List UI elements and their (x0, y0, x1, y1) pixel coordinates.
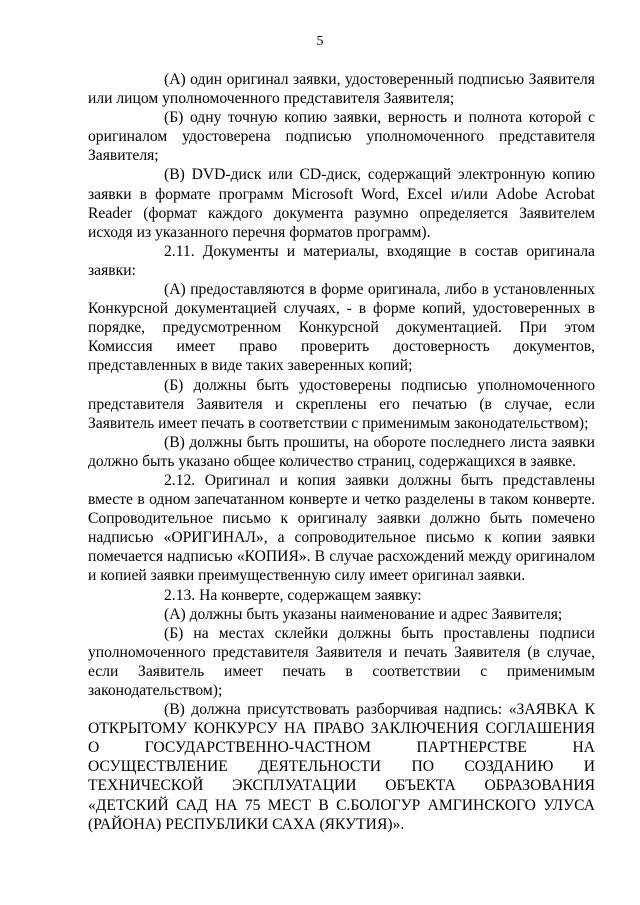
paragraph (88, 280, 595, 375)
section-heading (88, 242, 595, 280)
page-number: 5 (316, 34, 324, 49)
document-body (88, 70, 595, 834)
item-marker: (Б) (164, 376, 184, 394)
paragraph-text: DVD-диск или CD-диск, содержащий электронную копию заявки в формате программ Microsoft Word, Excel и/или Adobe Acrobat Reader (формат каждого документа разумно определяется Заявителем исходя из указанного перечня форматов программ). (88, 166, 596, 241)
section-number: 2.12. (164, 471, 196, 489)
paragraph-text: На конверте, содержащем заявку: (199, 586, 422, 604)
paragraph-text: Документы и материалы, входящие в состав оригинала заявки: (88, 242, 595, 279)
item-marker: (В) (164, 433, 185, 451)
section-number: 2.13. (164, 586, 196, 604)
item-marker: (Б) (164, 624, 184, 642)
paragraph-text: на местах склейки должны быть проставлены подписи уполномоченного представителя Заявителя и печать Заявителя (в случае, если Заявитель имеет печать в соответствии с применимым законодательством); (88, 624, 595, 699)
paragraph-text: должны быть указаны наименование и адрес Заявителя; (189, 605, 563, 623)
paragraph (88, 624, 595, 700)
item-marker: (В) (164, 701, 185, 719)
paragraph-text: должны быть удостоверены подписью уполномоченного представителя Заявителя и скреплены его печатью (в случае, если Заявитель имеет печать в соответствии с применимым законодательством); (88, 376, 595, 432)
paragraph (88, 376, 595, 433)
item-marker: (А) (164, 281, 186, 299)
paragraph-text: предоставляются в форме оригинала, либо в установленных Конкурсной документацией случаях, - в форме копий, удостоверенных в порядке, предусмотренном Конкурсной документацией. При этом Комиссия имеет право проверить достоверность документов, представленных в виде таких заверенных копий; (88, 281, 596, 375)
paragraph (88, 700, 595, 834)
item-marker: (А) (164, 605, 186, 623)
item-marker: (В) (164, 166, 185, 184)
paragraph-text: один оригинал заявки, удостоверенный подписью Заявителя или лицом уполномоченного представителя Заявителя; (88, 71, 595, 108)
paragraph (88, 108, 595, 165)
item-marker: (А) (164, 71, 186, 88)
paragraph-text: Оригинал и копия заявки должны быть представлены вместе в одном запечатанном конверте и четко разделены в таком конверте. Сопроводительное письмо к оригиналу заявки должно быть помечено надписью «ОРИГИНАЛ», а сопроводительное письмо к копии заявки помечается надписью «КОПИЯ». В случае расхождений между оригиналом и копией заявки преимущественную силу имеет оригинал заявки. (88, 471, 595, 585)
section-number: 2.11. (164, 242, 195, 260)
paragraph (88, 165, 595, 241)
paragraph-text: должны быть прошиты, на обороте последнего листа заявки должно быть указано общее количество страниц, содержащихся в заявке. (88, 433, 595, 470)
paragraph-text: должна присутствовать разборчивая надпись: «ЗАЯВКА К ОТКРЫТОМУ КОНКУРСУ НА ПРАВО ЗАКЛЮЧЕНИЯ СОГЛАШЕНИЯ О ГОСУДАРСТВЕННО-ЧАСТНОМ ПАРТНЕРСТВЕ НА ОСУЩЕСТВЛЕНИЕ ДЕЯТЕЛЬНОСТИ ПО СОЗДАНИЮ И ТЕХНИЧЕСКОЙ ЭКСПЛУАТАЦИИ ОБЪЕКТА ОБРАЗОВАНИЯ «ДЕТСКИЙ САД НА 75 МЕСТ В С.БОЛОГУР АМГИНСКОГО УЛУСА (РАЙОНА) РЕСПУБЛИКИ САХА (ЯКУТИЯ)». (88, 701, 595, 833)
section-heading (88, 586, 595, 605)
section-paragraph (88, 471, 595, 586)
paragraph (88, 70, 595, 108)
paragraph-text: одну точную копию заявки, верность и полнота которой с оригиналом удостоверена подписью уполномоченного представителя Заявителя; (88, 109, 595, 165)
item-marker: (Б) (164, 109, 184, 127)
paragraph (88, 433, 595, 471)
paragraph (88, 605, 595, 624)
